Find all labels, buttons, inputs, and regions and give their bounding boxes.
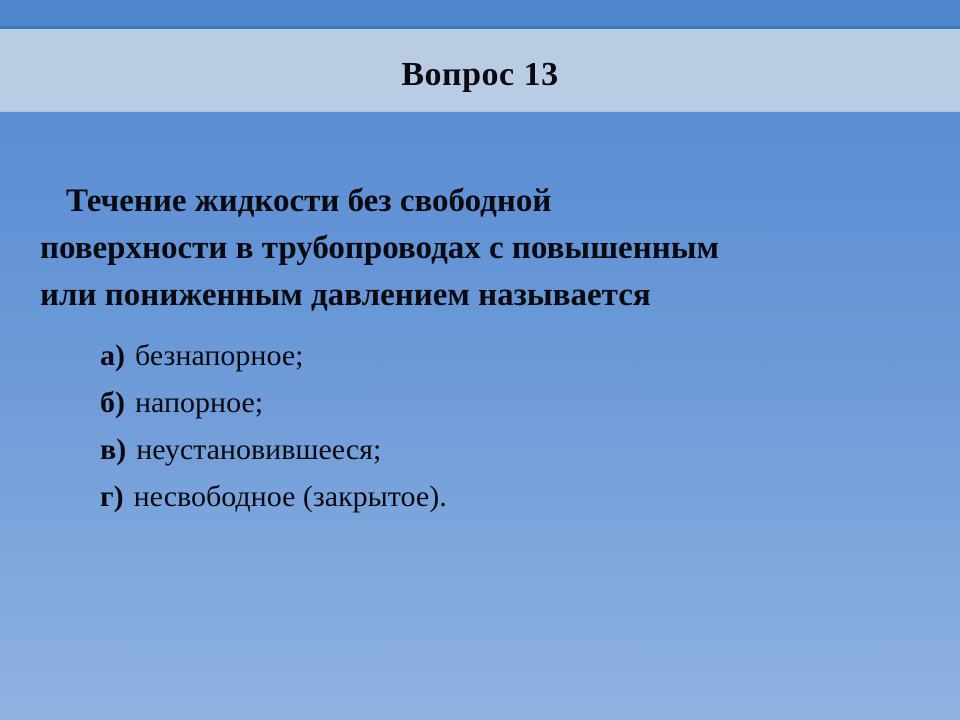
slide-content — [0, 111, 960, 520]
option-g-letter: г) — [100, 480, 124, 513]
options-list — [0, 332, 960, 520]
option-a — [100, 332, 960, 379]
title-band — [0, 29, 960, 112]
slide-title: Вопрос 13 — [401, 56, 559, 93]
question-line-2: поверхности в трубопроводах с повышенным — [40, 230, 719, 266]
option-g-text: несвободное (закрытое). — [133, 480, 447, 513]
option-b-letter: б) — [100, 386, 125, 419]
option-v — [100, 426, 960, 473]
option-g — [100, 473, 960, 520]
question-line-1: Течение жидкости без свободной — [66, 183, 552, 219]
option-b-text: напорное; — [135, 386, 264, 419]
option-v-text: неустановившееся; — [136, 433, 382, 466]
option-a-letter: а) — [100, 339, 125, 372]
option-b — [100, 379, 960, 426]
top-strip — [0, 0, 960, 29]
option-a-text: безнапорное; — [135, 339, 304, 372]
option-v-letter: в) — [100, 433, 127, 466]
question-paragraph — [40, 178, 924, 319]
question-line-3: или пониженным давлением называется — [40, 277, 651, 313]
